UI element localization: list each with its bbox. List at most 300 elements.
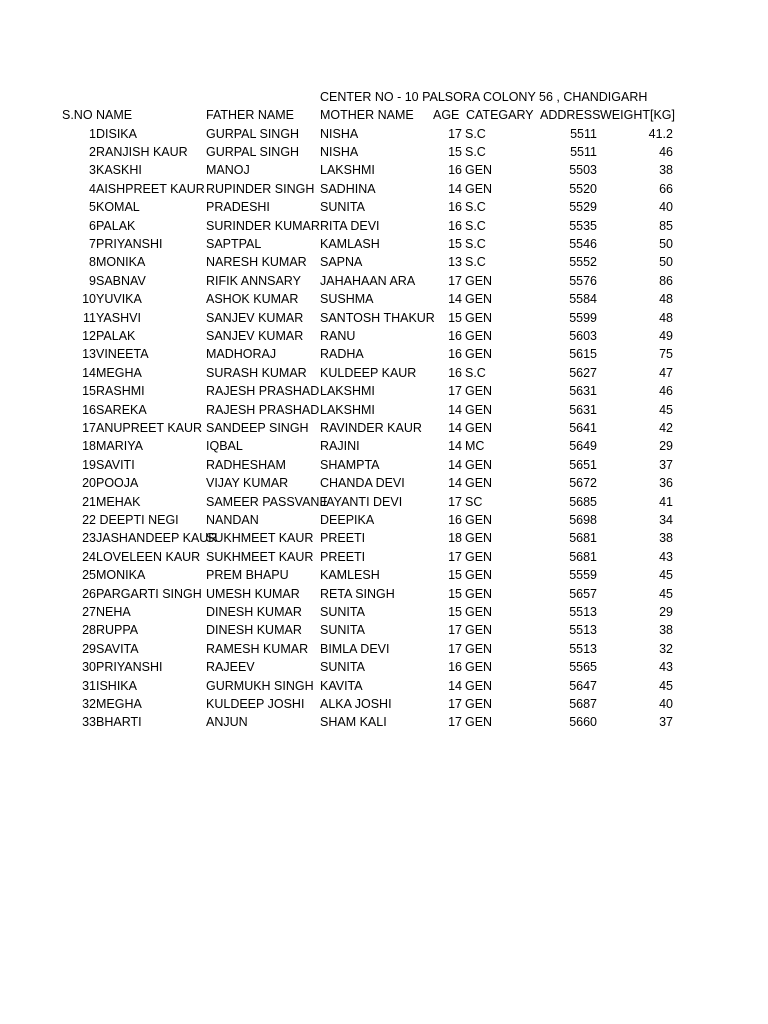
cell-age: 17	[448, 494, 462, 509]
cell-father-name: DINESH KUMAR	[206, 623, 302, 638]
cell-age: 14	[448, 457, 462, 472]
cell-sno: 5	[89, 200, 96, 215]
cell-name: NEHA	[96, 604, 131, 619]
cell-father-name: SAMEER PASSVANE	[206, 494, 328, 509]
cell-mother-name: SHAMPTA	[320, 457, 380, 472]
cell-weight: 48	[659, 310, 673, 325]
cell-father-name: SUKHMEET KAUR	[206, 549, 314, 564]
cell-weight: 38	[659, 623, 673, 638]
cell-name: MEGHA	[96, 696, 142, 711]
cell-name: MONIKA	[96, 255, 146, 270]
cell-mother-name: LAKSHMI	[320, 402, 375, 417]
cell-age: 14	[448, 181, 462, 196]
cell-age: 16	[448, 200, 462, 215]
cell-father-name: GURMUKH SINGH	[206, 678, 314, 693]
cell-address: 5599	[569, 310, 597, 325]
table-row	[0, 419, 768, 437]
cell-father-name: SURASH KUMAR	[206, 365, 307, 380]
cell-weight: 40	[659, 200, 673, 215]
cell-age: 15	[448, 310, 462, 325]
cell-name: SABNAV	[96, 273, 146, 288]
cell-category: GEN	[465, 715, 493, 730]
table-row	[0, 364, 768, 382]
cell-age: 14	[448, 420, 462, 435]
cell-sno: 23	[82, 531, 96, 546]
cell-mother-name: SAPNA	[320, 255, 363, 270]
header-address: ADDRESS	[540, 108, 601, 122]
cell-category: GEN	[465, 678, 493, 693]
cell-sno: 1	[89, 126, 96, 141]
cell-address: 5649	[569, 439, 597, 454]
cell-name: ISHIKA	[96, 678, 137, 693]
cell-age: 14	[448, 439, 462, 454]
cell-category: GEN	[465, 328, 493, 343]
cell-age: 17	[448, 384, 462, 399]
cell-name: AISHPREET KAUR	[96, 181, 205, 196]
cell-father-name: UMESH KUMAR	[206, 586, 300, 601]
cell-category: GEN	[465, 420, 493, 435]
table-row	[0, 603, 768, 621]
cell-mother-name: KAVITA	[320, 678, 363, 693]
cell-sno: 12	[82, 328, 96, 343]
cell-age: 17	[448, 549, 462, 564]
cell-category: MC	[465, 439, 485, 454]
cell-name: MONIKA	[96, 568, 146, 583]
cell-mother-name: SADHINA	[320, 181, 376, 196]
cell-weight: 37	[659, 715, 673, 730]
cell-sno: 24	[82, 549, 96, 564]
cell-name: BHARTI	[96, 715, 142, 730]
cell-father-name: RADHESHAM	[206, 457, 286, 472]
cell-category: SC	[465, 494, 483, 509]
cell-weight: 48	[659, 292, 673, 307]
cell-name: MEHAK	[96, 494, 141, 509]
cell-category: GEN	[465, 476, 493, 491]
cell-name: MEGHA	[96, 365, 142, 380]
cell-sno: 32	[82, 696, 96, 711]
cell-weight: 43	[659, 549, 673, 564]
cell-sno: 28	[82, 623, 96, 638]
cell-address: 5513	[569, 641, 597, 656]
cell-sno: 22	[82, 512, 96, 527]
cell-category: GEN	[465, 531, 493, 546]
cell-father-name: SANJEV KUMAR	[206, 310, 304, 325]
cell-name: PRIYANSHI	[96, 236, 163, 251]
cell-mother-name: LAKSHMI	[320, 163, 375, 178]
cell-address: 5565	[569, 660, 597, 675]
cell-sno: 19	[82, 457, 96, 472]
cell-mother-name: RAVINDER KAUR	[320, 420, 422, 435]
center-title: CENTER NO - 10 PALSORA COLONY 56 , CHANDIGARH	[320, 90, 648, 104]
cell-weight: 43	[659, 660, 673, 675]
cell-sno: 33	[82, 715, 96, 730]
table-row	[0, 474, 768, 492]
cell-age: 16	[448, 347, 462, 362]
cell-name: KOMAL	[96, 200, 140, 215]
cell-mother-name: NISHA	[320, 126, 359, 141]
cell-father-name: SURINDER KUMAR	[206, 218, 320, 233]
cell-sno: 13	[82, 347, 96, 362]
cell-weight: 49	[659, 328, 673, 343]
cell-age: 16	[448, 660, 462, 675]
table-row	[0, 327, 768, 345]
cell-address: 5657	[569, 586, 597, 601]
cell-weight: 41.2	[648, 126, 673, 141]
cell-category: GEN	[465, 273, 493, 288]
cell-father-name: GURPAL SINGH	[206, 144, 300, 159]
cell-address: 5681	[569, 549, 597, 564]
cell-name: RUPPA	[96, 623, 139, 638]
cell-sno: 16	[82, 402, 96, 417]
cell-father-name: RAJESH PRASHAD	[206, 402, 320, 417]
cell-weight: 34	[659, 512, 673, 527]
cell-father-name: RUPINDER SINGH	[206, 181, 315, 196]
cell-address: 5660	[569, 715, 597, 730]
cell-address: 5672	[569, 476, 597, 491]
cell-name: KASKHI	[96, 163, 142, 178]
cell-age: 14	[448, 402, 462, 417]
cell-name: DISIKA	[96, 126, 137, 141]
cell-weight: 42	[659, 420, 673, 435]
cell-father-name: ANJUN	[206, 715, 248, 730]
cell-mother-name: ALKA JOSHI	[320, 696, 392, 711]
table-row	[0, 125, 768, 143]
cell-mother-name: BIMLA DEVI	[320, 641, 390, 656]
table-row	[0, 695, 768, 713]
cell-father-name: RAJESH PRASHAD	[206, 384, 320, 399]
header-row	[0, 106, 768, 124]
table-row	[0, 180, 768, 198]
table-row	[0, 161, 768, 179]
cell-age: 17	[448, 623, 462, 638]
cell-sno: 18	[82, 439, 96, 454]
table-row	[0, 585, 768, 603]
cell-age: 17	[448, 641, 462, 656]
cell-weight: 29	[659, 604, 673, 619]
cell-mother-name: RITA DEVI	[320, 218, 380, 233]
header-sno: S.NO	[62, 108, 93, 122]
cell-weight: 32	[659, 641, 673, 656]
cell-category: GEN	[465, 623, 493, 638]
cell-mother-name: KAMLESH	[320, 568, 380, 583]
cell-category: GEN	[465, 402, 493, 417]
cell-weight: 46	[659, 384, 673, 399]
cell-father-name: VIJAY KUMAR	[206, 476, 289, 491]
cell-category: GEN	[465, 604, 493, 619]
header-age: AGE	[433, 108, 460, 122]
cell-address: 5631	[569, 384, 597, 399]
cell-mother-name: RAJINI	[320, 439, 360, 454]
table-row	[0, 713, 768, 731]
cell-mother-name: LAKSHMI	[320, 384, 375, 399]
cell-sno: 8	[89, 255, 96, 270]
cell-weight: 45	[659, 678, 673, 693]
cell-category: GEN	[465, 347, 493, 362]
table-row	[0, 677, 768, 695]
cell-mother-name: PREETI	[320, 531, 366, 546]
cell-mother-name: SHAM KALI	[320, 715, 387, 730]
cell-name: YASHVI	[96, 310, 141, 325]
cell-category: S.C	[465, 126, 486, 141]
cell-weight: 45	[659, 568, 673, 583]
cell-category: S.C	[465, 236, 486, 251]
cell-weight: 38	[659, 531, 673, 546]
cell-sno: 17	[82, 420, 96, 435]
cell-name: PALAK	[96, 218, 136, 233]
cell-mother-name: CHANDA DEVI	[320, 476, 405, 491]
header-father-name: FATHER NAME	[206, 108, 294, 122]
cell-category: GEN	[465, 292, 493, 307]
cell-category: GEN	[465, 696, 493, 711]
table-row	[0, 548, 768, 566]
cell-address: 5647	[569, 678, 597, 693]
table-row	[0, 290, 768, 308]
cell-sno: 31	[82, 678, 96, 693]
cell-address: 5698	[569, 512, 597, 527]
cell-father-name: PREM BHAPU	[206, 568, 289, 583]
cell-sno: 25	[82, 568, 96, 583]
cell-age: 14	[448, 678, 462, 693]
cell-weight: 29	[659, 439, 673, 454]
cell-age: 16	[448, 328, 462, 343]
cell-category: GEN	[465, 512, 493, 527]
cell-father-name: PRADESHI	[206, 200, 270, 215]
cell-age: 16	[448, 163, 462, 178]
cell-age: 13	[448, 255, 462, 270]
cell-category: GEN	[465, 660, 493, 675]
table-row	[0, 253, 768, 271]
table-row	[0, 529, 768, 547]
cell-weight: 75	[659, 347, 673, 362]
table-row	[0, 143, 768, 161]
cell-weight: 47	[659, 365, 673, 380]
header-category: CATEGARY	[466, 108, 534, 122]
cell-father-name: SANJEV KUMAR	[206, 328, 304, 343]
cell-name: PALAK	[96, 328, 136, 343]
cell-sno: 7	[89, 236, 96, 251]
cell-name: DEEPTI NEGI	[96, 512, 179, 527]
cell-address: 5520	[569, 181, 597, 196]
table-row	[0, 382, 768, 400]
header-name: NAME	[96, 108, 133, 122]
cell-sno: 6	[89, 218, 96, 233]
cell-name: RASHMI	[96, 384, 145, 399]
cell-name: SAVITA	[96, 641, 139, 656]
cell-weight: 66	[659, 181, 673, 196]
cell-category: GEN	[465, 310, 493, 325]
cell-address: 5559	[569, 568, 597, 583]
cell-category: GEN	[465, 384, 493, 399]
cell-weight: 37	[659, 457, 673, 472]
cell-mother-name: SUSHMA	[320, 292, 374, 307]
table-row	[0, 198, 768, 216]
cell-address: 5651	[569, 457, 597, 472]
cell-name: SAREKA	[96, 402, 147, 417]
cell-age: 17	[448, 696, 462, 711]
cell-name: RANJISH KAUR	[96, 144, 188, 159]
cell-father-name: DINESH KUMAR	[206, 604, 302, 619]
cell-father-name: MANOJ	[206, 163, 250, 178]
cell-weight: 86	[659, 273, 673, 288]
cell-mother-name: JAYANTI DEVI	[320, 494, 403, 509]
cell-address: 5627	[569, 365, 597, 380]
cell-address: 5513	[569, 623, 597, 638]
cell-address: 5535	[569, 218, 597, 233]
cell-mother-name: RANU	[320, 328, 356, 343]
cell-weight: 50	[659, 255, 673, 270]
cell-category: S.C	[465, 255, 486, 270]
cell-father-name: ASHOK KUMAR	[206, 292, 299, 307]
cell-father-name: GURPAL SINGH	[206, 126, 300, 141]
cell-sno: 26	[82, 586, 96, 601]
cell-mother-name: SUNITA	[320, 623, 365, 638]
table-row	[0, 566, 768, 584]
cell-address: 5631	[569, 402, 597, 417]
cell-mother-name: SUNITA	[320, 604, 365, 619]
cell-sno: 2	[89, 144, 96, 159]
cell-weight: 45	[659, 402, 673, 417]
cell-sno: 29	[82, 641, 96, 656]
cell-name: VINEETA	[96, 347, 149, 362]
cell-weight: 41	[659, 494, 673, 509]
cell-address: 5615	[569, 347, 597, 362]
cell-name: ANUPREET KAUR	[96, 420, 203, 435]
table-row	[0, 437, 768, 455]
cell-address: 5641	[569, 420, 597, 435]
cell-mother-name: SUNITA	[320, 200, 365, 215]
cell-category: GEN	[465, 163, 493, 178]
cell-category: S.C	[465, 144, 486, 159]
table-row	[0, 511, 768, 529]
cell-age: 17	[448, 715, 462, 730]
header-mother-name: MOTHER NAME	[320, 108, 414, 122]
cell-address: 5687	[569, 696, 597, 711]
cell-category: GEN	[465, 568, 493, 583]
cell-mother-name: NISHA	[320, 144, 359, 159]
table-row	[0, 272, 768, 290]
table-row	[0, 640, 768, 658]
cell-address: 5529	[569, 200, 597, 215]
cell-father-name: RIFIK ANNSARY	[206, 273, 301, 288]
cell-age: 16	[448, 512, 462, 527]
cell-father-name: MADHORAJ	[206, 347, 277, 362]
cell-mother-name: KULDEEP KAUR	[320, 365, 417, 380]
cell-address: 5576	[569, 273, 597, 288]
cell-address: 5503	[569, 163, 597, 178]
table-row	[0, 217, 768, 235]
cell-category: GEN	[465, 549, 493, 564]
cell-name: SAVITI	[96, 457, 135, 472]
cell-address: 5513	[569, 604, 597, 619]
cell-sno: 30	[82, 660, 96, 675]
cell-category: S.C	[465, 218, 486, 233]
cell-age: 17	[448, 273, 462, 288]
cell-mother-name: RADHA	[320, 347, 364, 362]
cell-age: 14	[448, 292, 462, 307]
cell-mother-name: PREETI	[320, 549, 366, 564]
cell-father-name: SUKHMEET KAUR	[206, 531, 314, 546]
cell-mother-name: KAMLASH	[320, 236, 380, 251]
cell-name: JASHANDEEP KAUR	[96, 531, 218, 546]
cell-sno: 10	[82, 292, 96, 307]
cell-name: PRIYANSHI	[96, 660, 163, 675]
cell-weight: 50	[659, 236, 673, 251]
cell-name: LOVELEEN KAUR	[96, 549, 201, 564]
cell-sno: 3	[89, 163, 96, 178]
table-row	[0, 493, 768, 511]
cell-father-name: NANDAN	[206, 512, 259, 527]
cell-father-name: SAPTPAL	[206, 236, 262, 251]
table-row	[0, 235, 768, 253]
cell-address: 5511	[570, 144, 597, 159]
cell-sno: 9	[89, 273, 96, 288]
cell-mother-name: SUNITA	[320, 660, 365, 675]
table-row	[0, 658, 768, 676]
cell-age: 18	[448, 531, 462, 546]
cell-mother-name: DEEPIKA	[320, 512, 375, 527]
header-weight: WEIGHT[KG]	[600, 108, 675, 122]
cell-mother-name: SANTOSH THAKUR	[320, 310, 435, 325]
cell-weight: 46	[659, 144, 673, 159]
cell-sno: 14	[82, 365, 96, 380]
cell-category: GEN	[465, 586, 493, 601]
cell-name: PARGARTI SINGH	[96, 586, 202, 601]
cell-father-name: IQBAL	[206, 439, 243, 454]
cell-age: 17	[448, 126, 462, 141]
cell-address: 5546	[569, 236, 597, 251]
cell-sno: 11	[83, 310, 96, 325]
cell-father-name: KULDEEP JOSHI	[206, 696, 305, 711]
cell-category: S.C	[465, 200, 486, 215]
cell-sno: 21	[82, 494, 96, 509]
cell-sno: 27	[82, 604, 96, 619]
table-row	[0, 621, 768, 639]
cell-weight: 40	[659, 696, 673, 711]
cell-age: 16	[448, 365, 462, 380]
cell-category: S.C	[465, 365, 486, 380]
cell-father-name: RAJEEV	[206, 660, 255, 675]
cell-age: 15	[448, 144, 462, 159]
cell-mother-name: RETA SINGH	[320, 586, 395, 601]
table-row	[0, 456, 768, 474]
cell-weight: 38	[659, 163, 673, 178]
table-row	[0, 401, 768, 419]
cell-father-name: SANDEEP SINGH	[206, 420, 309, 435]
cell-address: 5584	[569, 292, 597, 307]
cell-age: 15	[448, 236, 462, 251]
cell-father-name: RAMESH KUMAR	[206, 641, 309, 656]
cell-sno: 4	[89, 181, 96, 196]
cell-address: 5511	[570, 126, 597, 141]
cell-weight: 45	[659, 586, 673, 601]
cell-address: 5603	[569, 328, 597, 343]
cell-category: GEN	[465, 181, 493, 196]
cell-weight: 85	[659, 218, 673, 233]
cell-sno: 20	[82, 476, 96, 491]
cell-name: MARIYA	[96, 439, 143, 454]
cell-age: 15	[448, 568, 462, 583]
cell-weight: 36	[659, 476, 673, 491]
cell-name: YUVIKA	[96, 292, 142, 307]
table-row	[0, 345, 768, 363]
cell-address: 5685	[569, 494, 597, 509]
cell-father-name: NARESH KUMAR	[206, 255, 307, 270]
cell-sno: 15	[82, 384, 96, 399]
cell-age: 16	[448, 218, 462, 233]
cell-category: GEN	[465, 641, 493, 656]
cell-age: 15	[448, 586, 462, 601]
cell-mother-name: JAHAHAAN ARA	[320, 273, 416, 288]
